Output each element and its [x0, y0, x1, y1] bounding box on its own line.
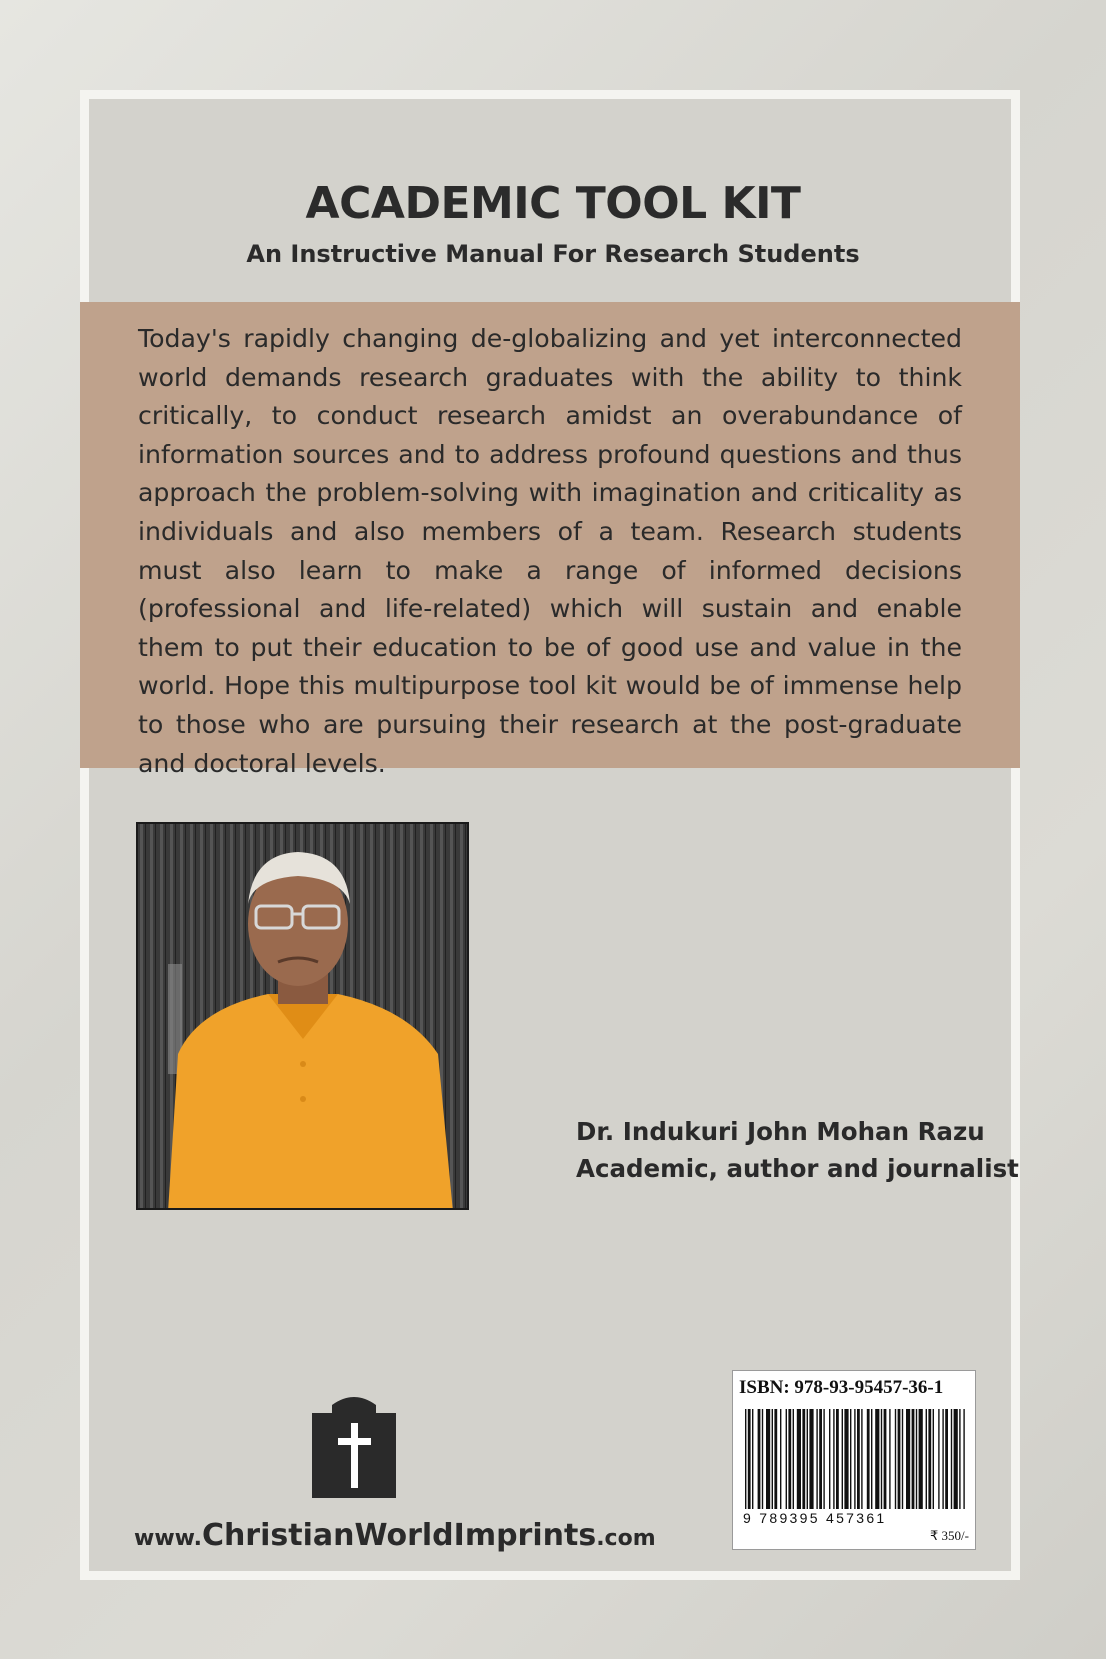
- site-prefix: www.: [134, 1526, 202, 1551]
- price: ₹ 350/-: [930, 1528, 969, 1543]
- barcode-icon: [743, 1409, 967, 1509]
- blurb-text: Today's rapidly changing de-globalizing and yet interconnected world demands research graduates with the ability to think critically, to conduct research amidst an overabundance of information sources and to address profound questions and thus approach the problem-solving with imagination and criticality as individuals and also members of a team. Research students must also learn to make a range of informed decisions (professional and life-related) which will sustain and enable them to put their education to be of good use and value in the world. Hope this multipurpose tool kit would be of immense help to those who are pursuing their research at the post-graduate and doctoral levels.: [138, 324, 962, 778]
- author-portrait-image: [138, 824, 469, 1210]
- author-name: Dr. Indukuri John Mohan Razu: [576, 1117, 985, 1146]
- isbn-label: ISBN: 978-93-95457-36-1: [739, 1377, 944, 1398]
- barcode-digits: 9 789395 457361: [743, 1510, 887, 1526]
- publisher-website[interactable]: [134, 1518, 656, 1553]
- site-name: ChristianWorldImprints: [201, 1518, 597, 1553]
- book-subtitle: An Instructive Manual For Research Students: [246, 240, 860, 268]
- book-cross-icon: [312, 1393, 396, 1498]
- book-title: ACADEMIC TOOL KIT: [305, 178, 801, 229]
- isbn-barcode-box: [732, 1370, 976, 1550]
- author-photo: [136, 822, 469, 1210]
- author-info: [576, 1113, 1019, 1187]
- site-suffix: .com: [596, 1526, 656, 1551]
- author-description: Academic, author and journalist: [576, 1154, 1019, 1183]
